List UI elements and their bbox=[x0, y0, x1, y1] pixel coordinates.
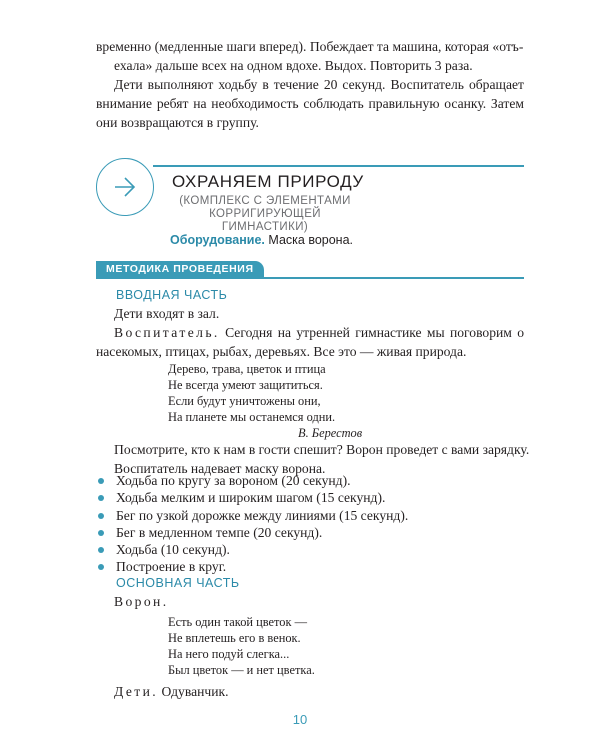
intro-part-text bbox=[96, 304, 524, 361]
children-speaker: Дети. bbox=[114, 684, 159, 699]
section-icon-circle bbox=[96, 158, 154, 216]
educator-speech-text: Сегодня на утренней гимнастике мы поговорим о насекомых, птицах, рыбах, деревьях. Все это — живая природа. bbox=[96, 325, 524, 359]
list-item bbox=[96, 507, 524, 524]
section-subtitle bbox=[170, 195, 360, 234]
intro-line-1: временно (медленные шаги вперед). Побеждает та машина, которая «отъ- bbox=[96, 39, 524, 54]
equipment-line bbox=[170, 233, 353, 247]
educator-speaker: Воспитатель. bbox=[114, 325, 220, 340]
method-banner bbox=[96, 261, 524, 279]
section-header-rule bbox=[153, 165, 524, 167]
bullet-icon bbox=[98, 478, 104, 484]
poem-line: Не вплетешь его в венок. bbox=[168, 631, 301, 645]
poem-berestov bbox=[168, 361, 335, 425]
intro-line-2: ехала» дальше всех на одном вдохе. Выдох. Повторить 3 раза. bbox=[114, 58, 473, 73]
educator-speech bbox=[96, 323, 524, 361]
poem-line: Дерево, трава, цветок и птица bbox=[168, 362, 326, 376]
raven-speaker: Ворон. bbox=[114, 594, 169, 609]
bullet-icon bbox=[98, 530, 104, 536]
arrow-right-icon bbox=[112, 174, 138, 200]
after-poem-line-1: Посмотрите, кто к нам в гости спешит? Ворон проведет с вами зарядку. bbox=[114, 442, 530, 457]
exercise-text: Бег в медленном темпе (20 секунд). bbox=[116, 524, 323, 540]
exercise-text: Ходьба (10 секунд). bbox=[116, 542, 230, 558]
list-item bbox=[96, 524, 524, 541]
page-number: 10 bbox=[292, 712, 308, 727]
exercise-text: Построение в круг. bbox=[116, 559, 227, 575]
section-subtitle-line-2: КОРРИГИРУЮЩЕЙ ГИМНАСТИКИ) bbox=[209, 208, 321, 233]
intro-part-line-1: Дети входят в зал. bbox=[114, 306, 220, 321]
bullet-icon bbox=[98, 513, 104, 519]
children-answer-text: Одуванчик. bbox=[161, 684, 229, 699]
equipment-label: Оборудование. bbox=[170, 233, 265, 247]
list-item bbox=[96, 541, 524, 558]
poem-line: Был цветок — и нет цветка. bbox=[168, 663, 315, 677]
main-part-heading: ОСНОВНАЯ ЧАСТЬ bbox=[116, 576, 240, 590]
after-poem-line-2: Воспитатель надевает маску ворона. bbox=[114, 461, 326, 476]
exercise-text: Ходьба мелким и широким шагом (15 секунд). bbox=[116, 490, 386, 506]
poem-line: Если будут уничтожены они, bbox=[168, 394, 321, 408]
banner-label: МЕТОДИКА ПРОВЕДЕНИЯ bbox=[106, 263, 254, 275]
list-item bbox=[96, 489, 524, 506]
children-answer bbox=[96, 682, 524, 701]
main-part-text bbox=[96, 592, 524, 611]
bullet-icon bbox=[98, 547, 104, 553]
poem-riddle bbox=[168, 614, 315, 678]
section-title: ОХРАНЯЕМ ПРИРОДУ bbox=[172, 172, 364, 191]
list-item bbox=[96, 558, 524, 575]
bullet-icon bbox=[98, 495, 104, 501]
intro-paragraph-2: Дети выполняют ходьбу в течение 20 секунд. Воспитатель обращает внимание ребят на необходимость соблюдать правильную осанку. Затем они возвращаются в группу. bbox=[96, 77, 524, 130]
list-item bbox=[96, 472, 524, 489]
section-subtitle-line-1: (КОМПЛЕКС С ЭЛЕМЕНТАМИ bbox=[179, 195, 351, 207]
poem-line: Есть один такой цветок — bbox=[168, 615, 307, 629]
poem-line: На него подуй слегка... bbox=[168, 647, 290, 661]
poem-line: Не всегда умеют защититься. bbox=[168, 378, 323, 392]
poem-line: На планете мы останемся одни. bbox=[168, 410, 336, 424]
bullet-icon bbox=[98, 564, 104, 570]
intro-text bbox=[96, 37, 524, 132]
equipment-text: Маска ворона. bbox=[268, 233, 353, 247]
exercise-list bbox=[96, 472, 524, 576]
exercise-text: Бег по узкой дорожке между линиями (15 секунд). bbox=[116, 507, 409, 523]
exercise-text: Ходьба по кругу за вороном (20 секунд). bbox=[116, 473, 351, 488]
intro-part-heading: ВВОДНАЯ ЧАСТЬ bbox=[116, 288, 228, 302]
poem-author: В. Берестов bbox=[298, 426, 363, 440]
